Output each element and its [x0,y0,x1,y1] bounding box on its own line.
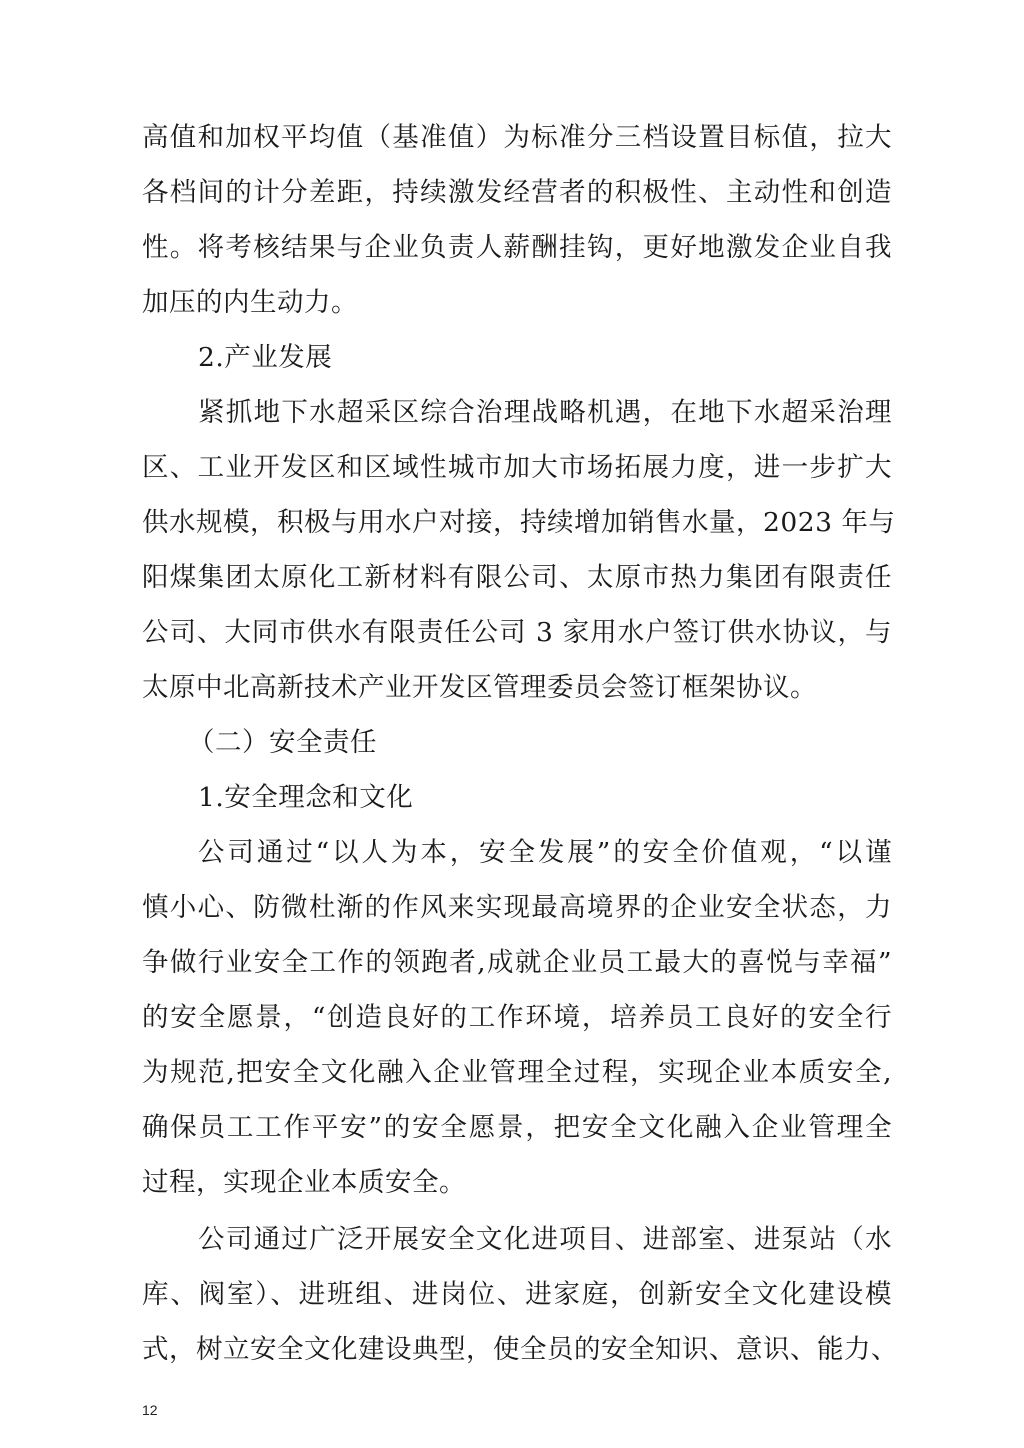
text-line: 太原中北高新技术产业开发区管理委员会签订框架协议。 [142,672,817,703]
text-line: 供水规模，积极与用水户对接，持续增加销售水量，2023 年与 [142,507,896,538]
text-line: 各档间的计分差距，持续激发经营者的积极性、主动性和创造 [142,177,892,208]
text-line: 紧抓地下水超采区综合治理战略机遇，在地下水超采治理 [198,397,892,428]
text-line: 公司、大同市供水有限责任公司 3 家用水户签订供水协议，与 [142,617,892,648]
text-line: 争做行业安全工作的领跑者,成就企业员工最大的喜悦与幸福” [142,947,892,978]
section-heading: 2.产业发展 [198,342,333,373]
text-line: 公司通过广泛开展安全文化进项目、进部室、进泵站（水 [198,1224,892,1255]
text-line: 性。将考核结果与企业负责人薪酬挂钩，更好地激发企业自我 [142,232,892,263]
section-heading: （二）安全责任 [188,727,377,758]
text-line: 高值和加权平均值（基准值）为标准分三档设置目标值，拉大 [142,122,892,153]
text-line: 区、工业开发区和区域性城市加大市场拓展力度，进一步扩大 [142,452,892,483]
text-line: 确保员工工作平安”的安全愿景，把安全文化融入企业管理全 [142,1112,892,1143]
text-line: 为规范,把安全文化融入企业管理全过程，实现企业本质安全, [142,1057,892,1088]
text-line: 慎小心、防微杜渐的作风来实现最高境界的企业安全状态，力 [142,892,892,923]
page-number: 12 [142,1402,158,1418]
text-line: 式，树立安全文化建设典型，使全员的安全知识、意识、能力、 [142,1334,898,1365]
text-line: 阳煤集团太原化工新材料有限公司、太原市热力集团有限责任 [142,562,892,593]
text-line: 公司通过“以人为本，安全发展”的安全价值观，“以谨 [198,837,892,868]
subsection-heading: 1.安全理念和文化 [198,782,414,813]
text-line: 过程，实现企业本质安全。 [142,1167,466,1198]
text-line: 加压的内生动力。 [142,287,358,318]
text-line: 库、阀室）、进班组、进岗位、进家庭，创新安全文化建设模 [142,1279,892,1310]
text-line: 的安全愿景，“创造良好的工作环境，培养员工良好的安全行 [142,1002,892,1033]
